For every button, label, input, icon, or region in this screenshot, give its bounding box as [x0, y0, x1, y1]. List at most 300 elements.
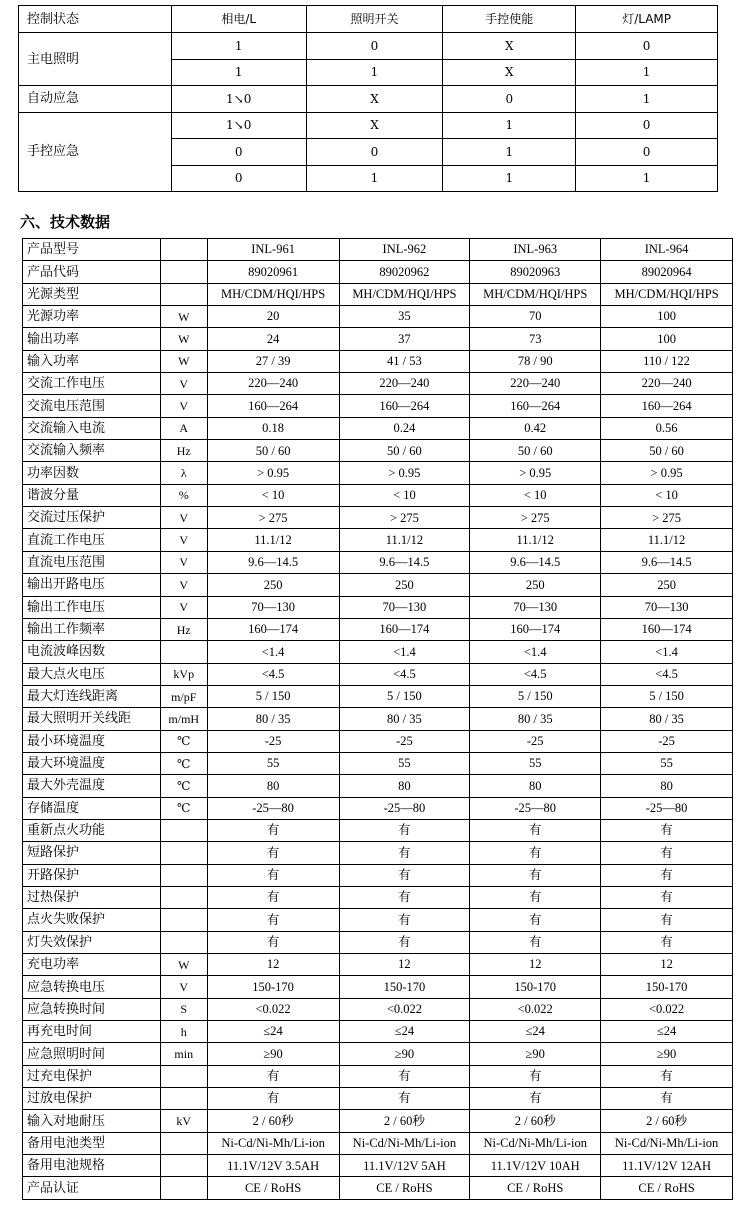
value-inl-961: 9.6—14.5	[207, 551, 339, 573]
param-unit	[160, 239, 207, 261]
value-inl-963: 有	[470, 1088, 601, 1110]
value-inl-964: 有	[601, 1065, 733, 1087]
param-name: 输入功率	[23, 350, 161, 372]
value-inl-963: 有	[470, 819, 601, 841]
value-inl-961: 24	[207, 328, 339, 350]
param-unit	[160, 842, 207, 864]
header-light-switch: 照明开关	[306, 6, 443, 33]
value-inl-963: 150-170	[470, 976, 601, 998]
param-unit: m/mH	[160, 708, 207, 730]
tech-spec-table	[22, 238, 733, 1200]
value-inl-963: 80	[470, 775, 601, 797]
value-inl-963: -25—80	[470, 797, 601, 819]
value-inl-964: 9.6—14.5	[601, 551, 733, 573]
value-inl-963: 70	[470, 306, 601, 328]
value-inl-962: ≤24	[339, 1021, 470, 1043]
table-row	[23, 641, 733, 663]
group-label-manual-emergency: 手控应急	[19, 112, 172, 192]
value-inl-964: 70—130	[601, 596, 733, 618]
table-row	[23, 574, 733, 596]
value-inl-961: 12	[207, 954, 339, 976]
value-inl-964: Ni-Cd/Ni-Mh/Li-ion	[601, 1132, 733, 1154]
table-row	[23, 373, 733, 395]
table-row	[23, 864, 733, 886]
value-inl-962: CE / RoHS	[339, 1177, 470, 1199]
value-inl-963: 5 / 150	[470, 685, 601, 707]
param-name: 交流工作电压	[23, 373, 161, 395]
control-state-table	[18, 5, 718, 192]
value-inl-961: 2 / 60秒	[207, 1110, 339, 1132]
param-unit	[160, 864, 207, 886]
param-unit: V	[160, 373, 207, 395]
value-inl-963: 80 / 35	[470, 708, 601, 730]
table-cell: 1	[576, 165, 718, 192]
value-inl-964: <1.4	[601, 641, 733, 663]
value-inl-962: 2 / 60秒	[339, 1110, 470, 1132]
value-inl-963: <4.5	[470, 663, 601, 685]
value-inl-964: 有	[601, 864, 733, 886]
param-unit	[160, 1177, 207, 1199]
value-inl-962: <4.5	[339, 663, 470, 685]
value-inl-963: 2 / 60秒	[470, 1110, 601, 1132]
value-inl-963: 12	[470, 954, 601, 976]
value-inl-961: 160—264	[207, 395, 339, 417]
value-inl-964: 100	[601, 306, 733, 328]
param-unit: λ	[160, 462, 207, 484]
table-row	[23, 1088, 733, 1110]
param-name: 直流电压范围	[23, 551, 161, 573]
value-inl-964: 有	[601, 909, 733, 931]
value-inl-963: 73	[470, 328, 601, 350]
value-inl-963: 50 / 60	[470, 440, 601, 462]
table-row	[23, 909, 733, 931]
param-unit	[160, 909, 207, 931]
control-table-header-row	[19, 6, 718, 33]
table-cell: 0	[306, 139, 443, 166]
value-inl-964: 11.1/12	[601, 529, 733, 551]
table-row	[23, 931, 733, 953]
param-unit: ℃	[160, 797, 207, 819]
value-inl-964: CE / RoHS	[601, 1177, 733, 1199]
value-inl-962: Ni-Cd/Ni-Mh/Li-ion	[339, 1132, 470, 1154]
value-inl-963: 70—130	[470, 596, 601, 618]
param-name: 输出工作频率	[23, 618, 161, 640]
table-cell: X	[443, 33, 576, 60]
table-row	[23, 328, 733, 350]
section-title: 六、技术数据	[20, 213, 111, 231]
value-inl-961: 11.1V/12V 3.5AH	[207, 1155, 339, 1177]
value-inl-963: > 0.95	[470, 462, 601, 484]
value-inl-961: 50 / 60	[207, 440, 339, 462]
value-inl-961: 250	[207, 574, 339, 596]
value-inl-964: ≥90	[601, 1043, 733, 1065]
param-unit: ℃	[160, 775, 207, 797]
value-inl-963: ≥90	[470, 1043, 601, 1065]
value-inl-964: 11.1V/12V 12AH	[601, 1155, 733, 1177]
param-unit	[160, 1155, 207, 1177]
value-inl-963: Ni-Cd/Ni-Mh/Li-ion	[470, 1132, 601, 1154]
table-cell: 0	[171, 139, 306, 166]
value-inl-963: ≤24	[470, 1021, 601, 1043]
value-inl-961: 有	[207, 886, 339, 908]
value-inl-964: 有	[601, 819, 733, 841]
param-name: 输出开路电压	[23, 574, 161, 596]
value-inl-961: ≥90	[207, 1043, 339, 1065]
value-inl-964: 0.56	[601, 417, 733, 439]
value-inl-964: 12	[601, 954, 733, 976]
value-inl-961: 89020961	[207, 261, 339, 283]
table-row	[23, 998, 733, 1020]
value-inl-964: <0.022	[601, 998, 733, 1020]
group-label-mains: 主电照明	[19, 33, 172, 86]
param-unit	[160, 819, 207, 841]
param-unit: S	[160, 998, 207, 1020]
value-inl-962: INL-962	[339, 239, 470, 261]
param-name: 短路保护	[23, 842, 161, 864]
param-name: 备用电池类型	[23, 1132, 161, 1154]
value-inl-962: -25	[339, 730, 470, 752]
value-inl-961: 220—240	[207, 373, 339, 395]
value-inl-964: < 10	[601, 484, 733, 506]
param-unit: kVp	[160, 663, 207, 685]
param-name: 最大外壳温度	[23, 775, 161, 797]
value-inl-962: 0.24	[339, 417, 470, 439]
param-unit	[160, 1088, 207, 1110]
table-row	[23, 283, 733, 305]
param-name: 充电功率	[23, 954, 161, 976]
value-inl-964: 150-170	[601, 976, 733, 998]
value-inl-961: INL-961	[207, 239, 339, 261]
table-row	[23, 1065, 733, 1087]
table-cell: 0	[306, 33, 443, 60]
param-unit	[160, 261, 207, 283]
value-inl-962: 55	[339, 752, 470, 774]
value-inl-961: 有	[207, 1088, 339, 1110]
value-inl-963: 有	[470, 886, 601, 908]
value-inl-962: 有	[339, 819, 470, 841]
header-control-state: 控制状态	[19, 6, 172, 33]
param-name: 最大点火电压	[23, 663, 161, 685]
table-cell: 1	[306, 165, 443, 192]
table-cell: 0	[443, 86, 576, 113]
table-cell: 1↘0	[171, 112, 306, 139]
value-inl-962: 37	[339, 328, 470, 350]
param-name: 应急转换时间	[23, 998, 161, 1020]
param-name: 过放电保护	[23, 1088, 161, 1110]
param-unit: h	[160, 1021, 207, 1043]
value-inl-964: 5 / 150	[601, 685, 733, 707]
value-inl-961: -25—80	[207, 797, 339, 819]
value-inl-963: 11.1/12	[470, 529, 601, 551]
table-cell: 1	[443, 139, 576, 166]
table-row	[19, 33, 718, 60]
value-inl-962: <1.4	[339, 641, 470, 663]
table-row	[19, 86, 718, 113]
value-inl-962: 9.6—14.5	[339, 551, 470, 573]
table-row	[23, 708, 733, 730]
table-row	[23, 1132, 733, 1154]
value-inl-961: 150-170	[207, 976, 339, 998]
param-name: 存储温度	[23, 797, 161, 819]
param-unit: ℃	[160, 730, 207, 752]
table-row	[23, 752, 733, 774]
table-cell: 1	[576, 59, 718, 86]
value-inl-963: <0.022	[470, 998, 601, 1020]
value-inl-963: 250	[470, 574, 601, 596]
value-inl-961: 有	[207, 842, 339, 864]
table-cell: 1	[306, 59, 443, 86]
value-inl-962: -25—80	[339, 797, 470, 819]
value-inl-961: 80 / 35	[207, 708, 339, 730]
param-unit: kV	[160, 1110, 207, 1132]
param-unit	[160, 931, 207, 953]
table-row	[23, 239, 733, 261]
value-inl-962: 35	[339, 306, 470, 328]
table-row	[23, 886, 733, 908]
value-inl-961: 有	[207, 864, 339, 886]
value-inl-964: 有	[601, 886, 733, 908]
param-name: 应急转换电压	[23, 976, 161, 998]
value-inl-964: 有	[601, 1088, 733, 1110]
value-inl-964: 2 / 60秒	[601, 1110, 733, 1132]
value-inl-961: 有	[207, 1065, 339, 1087]
table-cell: X	[443, 59, 576, 86]
table-row	[23, 596, 733, 618]
param-unit	[160, 886, 207, 908]
table-row	[23, 730, 733, 752]
value-inl-962: 160—174	[339, 618, 470, 640]
value-inl-961: ≤24	[207, 1021, 339, 1043]
table-row	[23, 395, 733, 417]
table-cell: 1	[443, 165, 576, 192]
table-cell: 1	[171, 59, 306, 86]
value-inl-961: 5 / 150	[207, 685, 339, 707]
param-unit	[160, 1065, 207, 1087]
param-name: 灯失效保护	[23, 931, 161, 953]
group-label-auto-emergency: 自动应急	[19, 86, 172, 113]
param-unit	[160, 283, 207, 305]
value-inl-963: 0.42	[470, 417, 601, 439]
value-inl-961: <0.022	[207, 998, 339, 1020]
value-inl-962: 89020962	[339, 261, 470, 283]
value-inl-961: 有	[207, 909, 339, 931]
table-row	[23, 976, 733, 998]
table-row	[23, 618, 733, 640]
value-inl-962: > 0.95	[339, 462, 470, 484]
param-unit: m/pF	[160, 685, 207, 707]
value-inl-961: MH/CDM/HQI/HPS	[207, 283, 339, 305]
value-inl-961: > 275	[207, 507, 339, 529]
value-inl-961: 20	[207, 306, 339, 328]
param-unit: ℃	[160, 752, 207, 774]
table-cell: X	[306, 112, 443, 139]
value-inl-963: 89020963	[470, 261, 601, 283]
value-inl-964: 100	[601, 328, 733, 350]
param-name: 交流电压范围	[23, 395, 161, 417]
param-unit	[160, 641, 207, 663]
value-inl-963: <1.4	[470, 641, 601, 663]
value-inl-964: <4.5	[601, 663, 733, 685]
table-row	[23, 775, 733, 797]
header-lamp: 灯/LAMP	[576, 6, 718, 33]
value-inl-963: 有	[470, 864, 601, 886]
value-inl-962: 250	[339, 574, 470, 596]
param-name: 输入对地耐压	[23, 1110, 161, 1132]
value-inl-962: 11.1/12	[339, 529, 470, 551]
param-name: 交流过压保护	[23, 507, 161, 529]
param-name: 电流波峰因数	[23, 641, 161, 663]
value-inl-962: 有	[339, 886, 470, 908]
value-inl-963: CE / RoHS	[470, 1177, 601, 1199]
value-inl-963: 有	[470, 909, 601, 931]
value-inl-963: 有	[470, 842, 601, 864]
table-row	[23, 440, 733, 462]
value-inl-962: 160—264	[339, 395, 470, 417]
value-inl-962: MH/CDM/HQI/HPS	[339, 283, 470, 305]
value-inl-962: 220—240	[339, 373, 470, 395]
value-inl-964: 80 / 35	[601, 708, 733, 730]
param-name: 输出工作电压	[23, 596, 161, 618]
value-inl-961: -25	[207, 730, 339, 752]
value-inl-962: < 10	[339, 484, 470, 506]
value-inl-962: 150-170	[339, 976, 470, 998]
value-inl-962: 有	[339, 1088, 470, 1110]
value-inl-962: 5 / 150	[339, 685, 470, 707]
value-inl-963: 有	[470, 1065, 601, 1087]
header-phase: 相电/L	[171, 6, 306, 33]
value-inl-964: MH/CDM/HQI/HPS	[601, 283, 733, 305]
value-inl-962: 41 / 53	[339, 350, 470, 372]
table-row	[23, 350, 733, 372]
param-name: 应急照明时间	[23, 1043, 161, 1065]
value-inl-964: -25—80	[601, 797, 733, 819]
param-name: 点火失败保护	[23, 909, 161, 931]
table-cell: 0	[576, 33, 718, 60]
value-inl-964: 80	[601, 775, 733, 797]
value-inl-962: 有	[339, 931, 470, 953]
table-row	[23, 306, 733, 328]
table-row	[23, 1155, 733, 1177]
header-manual-enable: 手控使能	[443, 6, 576, 33]
param-unit: W	[160, 954, 207, 976]
param-unit: W	[160, 328, 207, 350]
param-name: 最大灯连线距离	[23, 685, 161, 707]
value-inl-964: 50 / 60	[601, 440, 733, 462]
table-row	[23, 507, 733, 529]
value-inl-964: 有	[601, 842, 733, 864]
value-inl-964: 89020964	[601, 261, 733, 283]
table-row	[23, 1021, 733, 1043]
param-name: 再充电时间	[23, 1021, 161, 1043]
param-name: 产品型号	[23, 239, 161, 261]
table-cell: 0	[171, 165, 306, 192]
param-name: 备用电池规格	[23, 1155, 161, 1177]
value-inl-964: 55	[601, 752, 733, 774]
param-name: 重新点火功能	[23, 819, 161, 841]
value-inl-961: < 10	[207, 484, 339, 506]
param-unit: W	[160, 350, 207, 372]
value-inl-961: <4.5	[207, 663, 339, 685]
table-row	[23, 1177, 733, 1199]
table-row	[19, 112, 718, 139]
param-unit: Hz	[160, 440, 207, 462]
value-inl-964: INL-964	[601, 239, 733, 261]
table-row	[23, 1043, 733, 1065]
param-name: 光源类型	[23, 283, 161, 305]
param-unit: V	[160, 596, 207, 618]
value-inl-962: 70—130	[339, 596, 470, 618]
table-cell: 0	[576, 112, 718, 139]
value-inl-961: 有	[207, 931, 339, 953]
value-inl-961: Ni-Cd/Ni-Mh/Li-ion	[207, 1132, 339, 1154]
value-inl-963: 11.1V/12V 10AH	[470, 1155, 601, 1177]
table-row	[23, 551, 733, 573]
value-inl-964: ≤24	[601, 1021, 733, 1043]
value-inl-961: 160—174	[207, 618, 339, 640]
value-inl-963: 160—264	[470, 395, 601, 417]
param-unit: V	[160, 395, 207, 417]
table-cell: 1↘0	[171, 86, 306, 113]
table-row	[23, 261, 733, 283]
value-inl-964: 110 / 122	[601, 350, 733, 372]
table-cell: 1	[576, 86, 718, 113]
param-name: 最大环境温度	[23, 752, 161, 774]
param-name: 最大照明开关线距	[23, 708, 161, 730]
value-inl-962: 有	[339, 864, 470, 886]
table-row	[23, 685, 733, 707]
value-inl-963: -25	[470, 730, 601, 752]
param-unit: Hz	[160, 618, 207, 640]
value-inl-961: 27 / 39	[207, 350, 339, 372]
table-row	[23, 842, 733, 864]
param-name: 过充电保护	[23, 1065, 161, 1087]
value-inl-961: 70—130	[207, 596, 339, 618]
value-inl-962: > 275	[339, 507, 470, 529]
param-unit: V	[160, 529, 207, 551]
param-name: 直流工作电压	[23, 529, 161, 551]
value-inl-961: 11.1/12	[207, 529, 339, 551]
param-unit: V	[160, 976, 207, 998]
value-inl-962: 有	[339, 909, 470, 931]
value-inl-964: 220—240	[601, 373, 733, 395]
value-inl-962: 50 / 60	[339, 440, 470, 462]
param-unit: V	[160, 551, 207, 573]
table-row	[23, 819, 733, 841]
value-inl-962: <0.022	[339, 998, 470, 1020]
value-inl-963: INL-963	[470, 239, 601, 261]
table-cell: 0	[576, 139, 718, 166]
value-inl-963: > 275	[470, 507, 601, 529]
value-inl-961: <1.4	[207, 641, 339, 663]
value-inl-964: 160—264	[601, 395, 733, 417]
value-inl-963: 有	[470, 931, 601, 953]
value-inl-963: 220—240	[470, 373, 601, 395]
param-name: 交流输入电流	[23, 417, 161, 439]
value-inl-961: 80	[207, 775, 339, 797]
table-row	[23, 797, 733, 819]
param-name: 谐波分量	[23, 484, 161, 506]
table-cell: 1	[443, 112, 576, 139]
value-inl-963: 55	[470, 752, 601, 774]
value-inl-961: 有	[207, 819, 339, 841]
table-cell: X	[306, 86, 443, 113]
value-inl-963: MH/CDM/HQI/HPS	[470, 283, 601, 305]
table-row	[23, 417, 733, 439]
table-cell: 1	[171, 33, 306, 60]
param-unit: %	[160, 484, 207, 506]
value-inl-963: 160—174	[470, 618, 601, 640]
param-name: 输出功率	[23, 328, 161, 350]
